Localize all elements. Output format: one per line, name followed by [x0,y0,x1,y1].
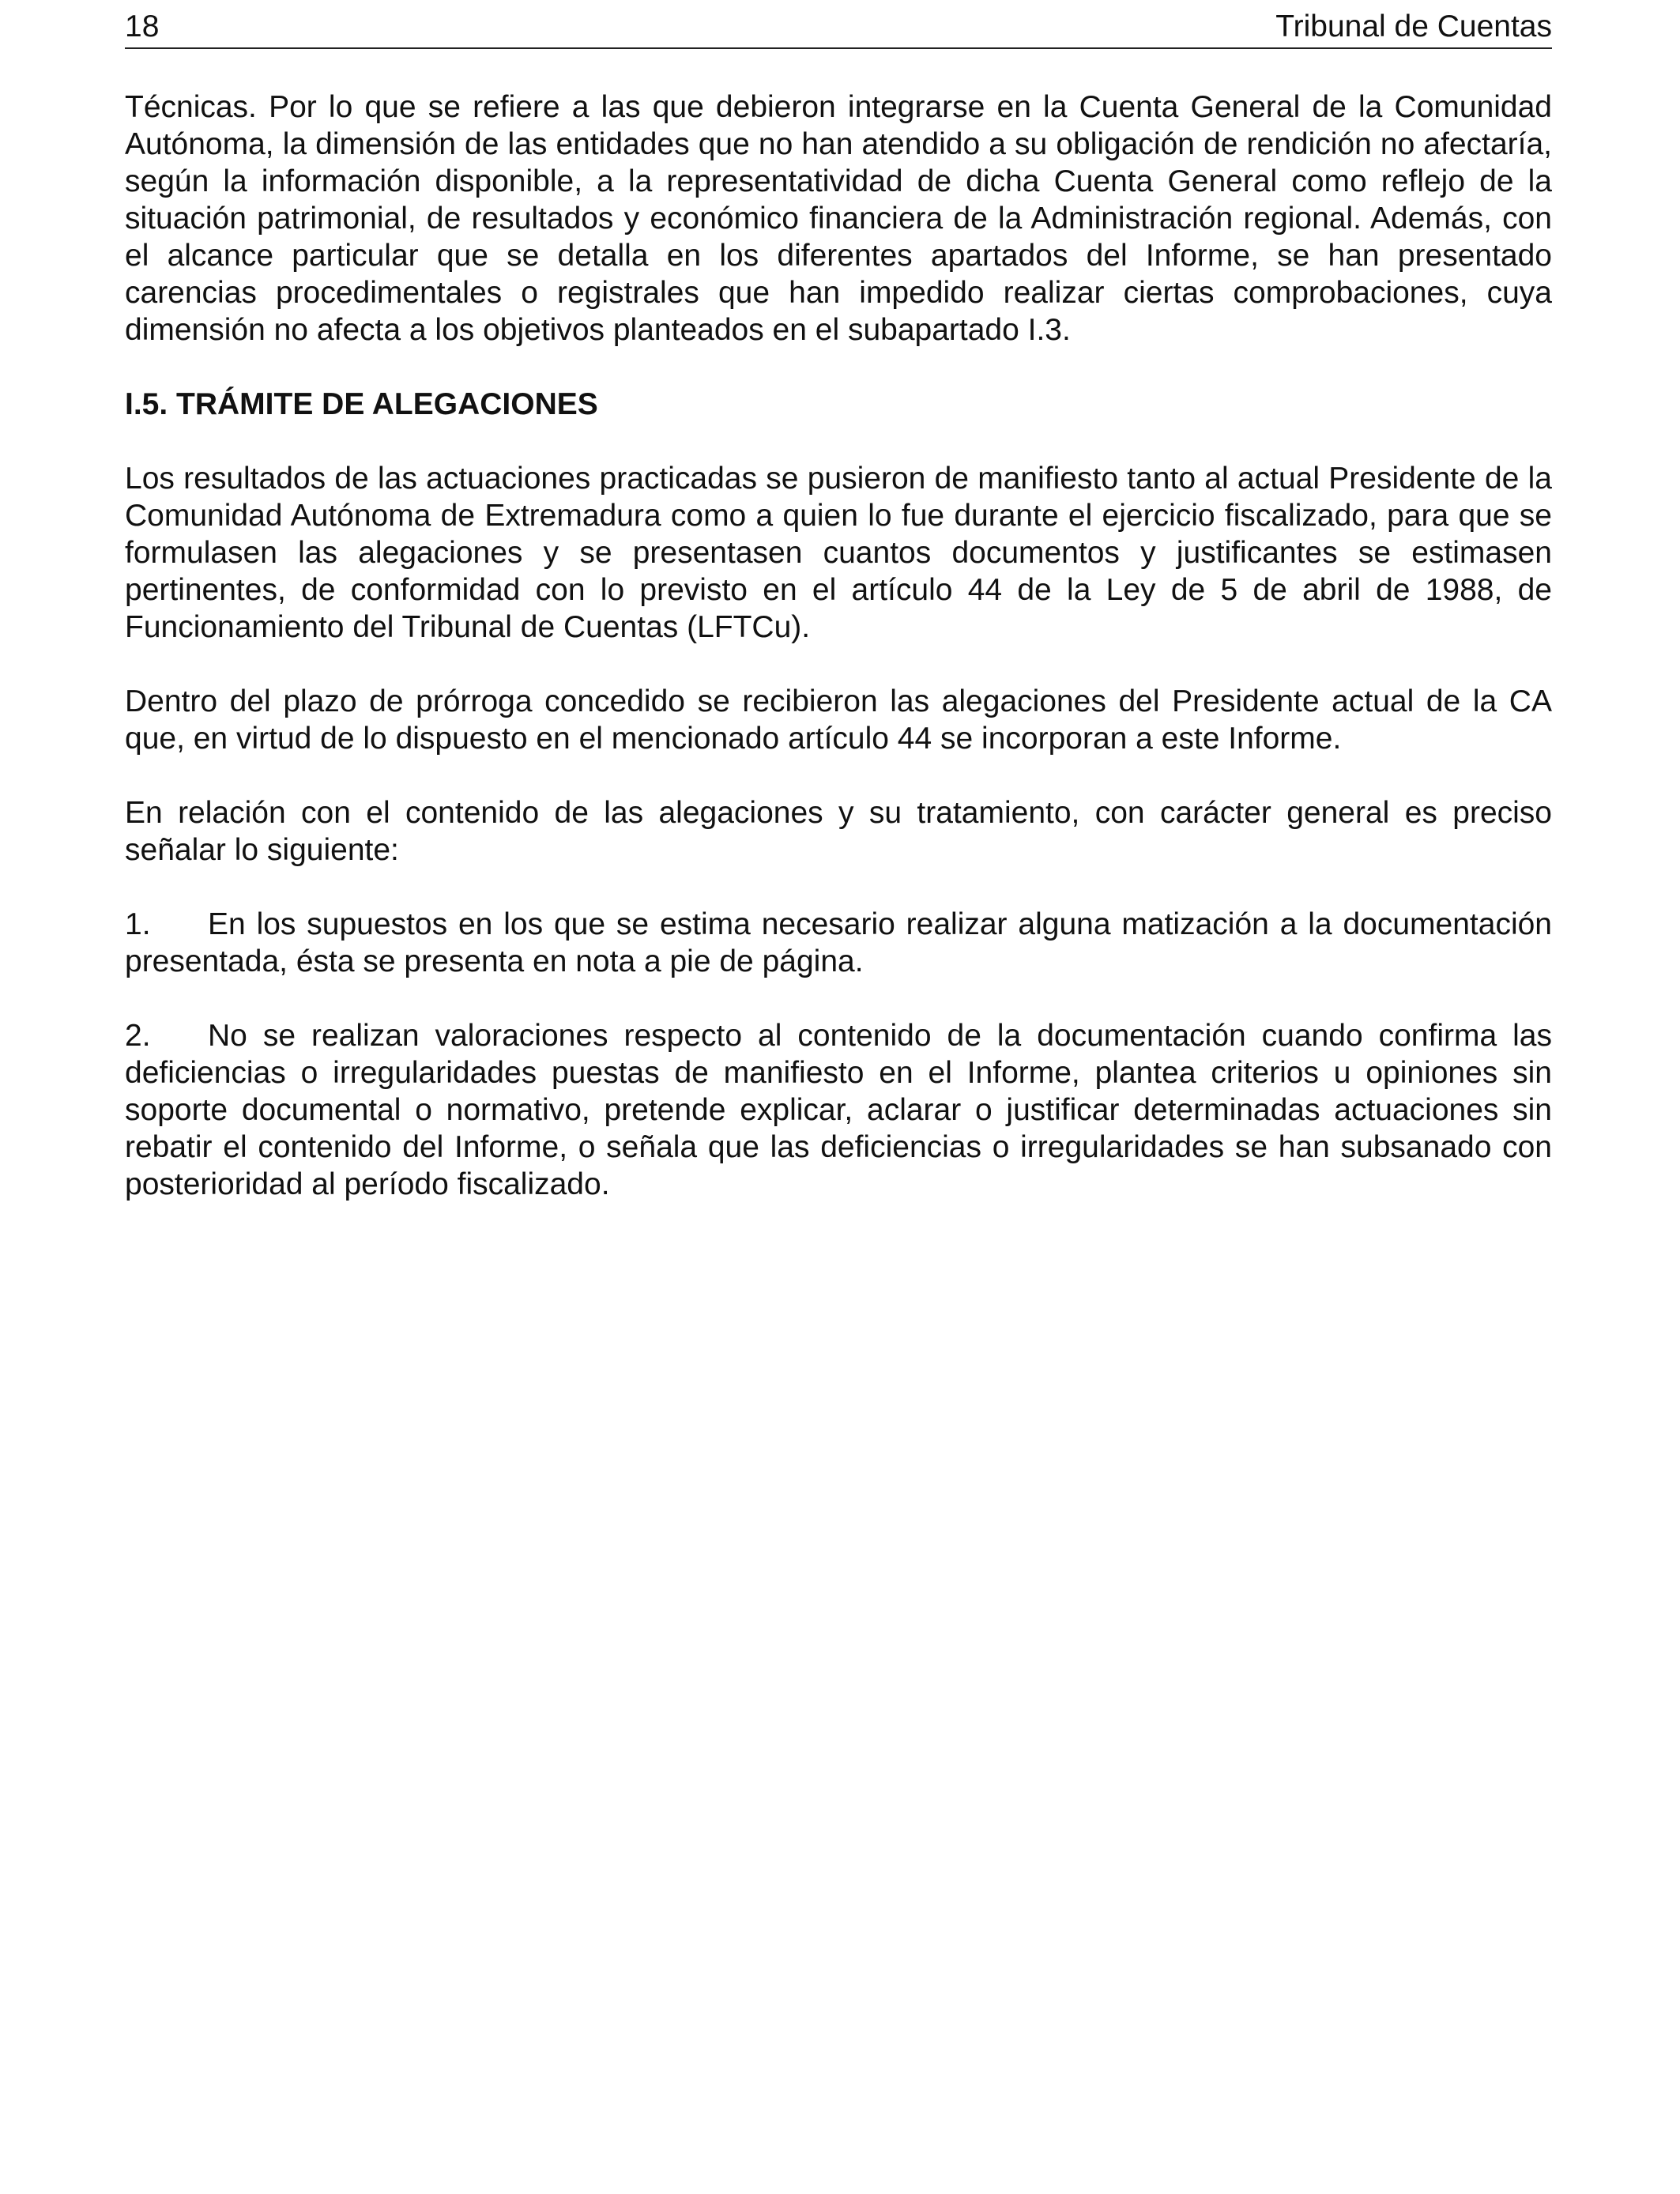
list-item-number: 1. [125,907,151,941]
paragraph-1: Los resultados de las actuaciones practicadas se pusieron de manifiesto tanto al actual Presidente de la Comunidad Autónoma de Extremadura como a quien lo fue durante el ejercicio fiscalizado, para que se formulasen las alegaciones y se presentasen cuantos documentos y justificantes se estimasen pertinentes, de conformidad con lo previsto en el artículo 44 de la Ley de 5 de abril de 1988, de Funcionamiento del Tribunal de Cuentas (LFTCu). [125,462,1552,644]
list-item-text: En los supuestos en los que se estima necesario realizar alguna matización a la documentación presentada, ésta se presenta en nota a pie de página. [125,907,1552,978]
page-number: 18 [125,9,160,43]
list-item-text: No se realizan valoraciones respecto al contenido de la documentación cuando confirma las deficiencias o irregularidades puestas de manifiesto en el Informe, plantea criterios u opiniones sin soporte documental o normativo, pretende explicar, aclarar o justificar determinadas actuaciones sin rebatir el contenido del Informe, o señala que las deficiencias o irregularidades se han subsanado con posterioridad al período fiscalizado. [125,1019,1552,1201]
list-item-number: 2. [125,1019,151,1053]
section-heading: I.5. TRÁMITE DE ALEGACIONES [125,387,598,421]
list-item [125,1017,1552,1203]
intro-paragraph: Técnicas. Por lo que se refiere a las que debieron integrarse en la Cuenta General de la Comunidad Autónoma, la dimensión de las entidades que no han atendido a su obligación de rendición no afectaría, según la información disponible, a la representatividad de dicha Cuenta General como reflejo de la situación patrimonial, de resultados y económico financiera de la Administración regional. Además, con el alcance particular que se detalla en los diferentes apartados del Informe, se han presentado carencias procedimentales o registrales que han impedido realizar ciertas comprobaciones, cuya dimensión no afecta a los objetivos planteados en el subapartado I.3. [125,90,1552,347]
paragraph-3: En relación con el contenido de las alegaciones y su tratamiento, con carácter general es preciso señalar lo siguiente: [125,796,1552,867]
page-header [125,6,1552,49]
paragraph-2: Dentro del plazo de prórroga concedido se recibieron las alegaciones del Presidente actual de la CA que, en virtud de lo dispuesto en el mencionado artículo 44 se incorporan a este Informe. [125,684,1552,756]
document-body [125,89,1552,1203]
list-item [125,906,1552,980]
header-title: Tribunal de Cuentas [1275,9,1552,43]
